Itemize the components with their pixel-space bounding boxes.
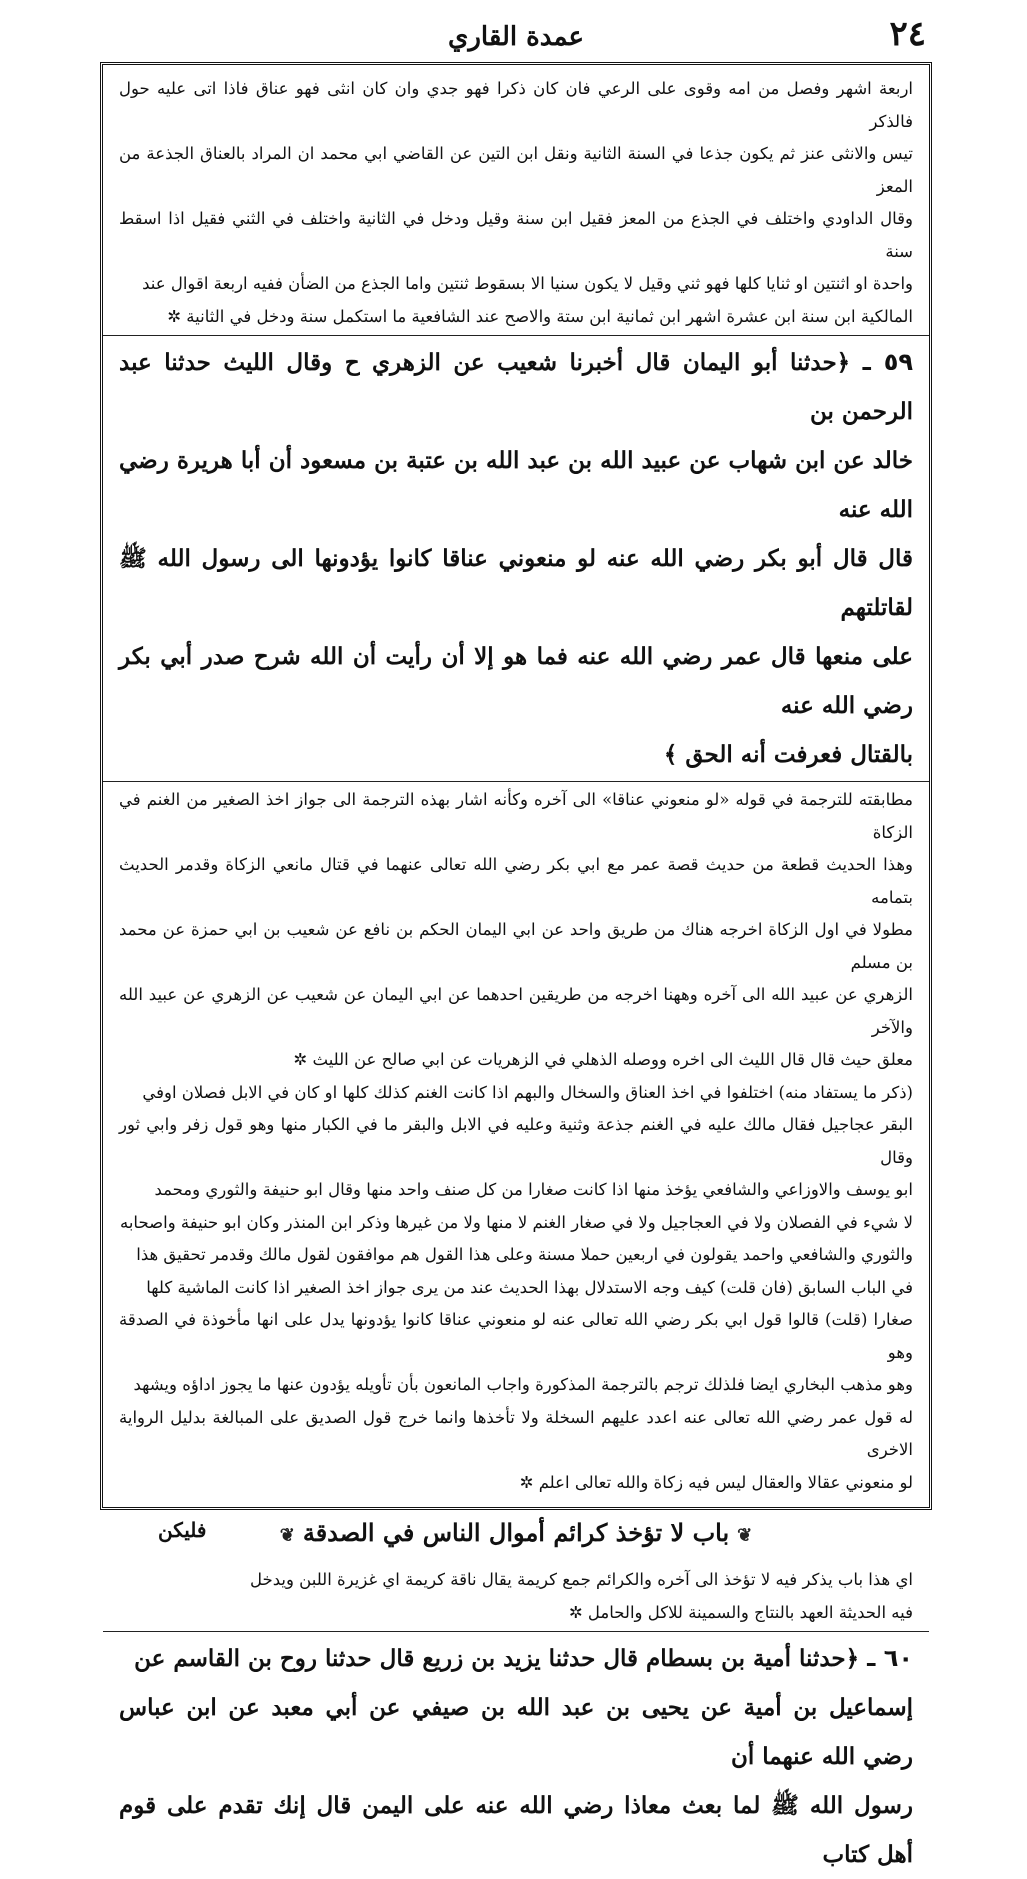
commentary-line: معلق حيث قال قال الليث الى اخره ووصله الذهلي في الزهريات عن ابي صالح عن الليث ✲ [293, 1050, 913, 1069]
commentary-block-3 [119, 1564, 913, 1629]
commentary-line: الزهري عن عبيد الله الى آخره وههنا اخرجه من طريقين احدهما عن ابي اليمان عن شعيب عن الزهري عن عبيد الله والآخر [119, 985, 913, 1037]
commentary-line: وهو مذهب البخاري ايضا فلذلك ترجم بالترجمة المذكورة واجاب المانعون بأن تأويله يؤدون عنها ما يجوز اداؤه ويشهد [133, 1375, 913, 1394]
commentary-line: والثوري والشافعي واحمد يقولون في اربعين حملا مسنة وعلى هذا القول هم موافقون لقول مالك وقدمر تحقيق هذا [136, 1245, 913, 1264]
page-number: ٢٤ [889, 14, 926, 54]
running-title: عمدة القاري [448, 22, 584, 52]
commentary-line: فيه الحديثة العهد بالنتاج والسمينة للاكل والحامل ✲ [568, 1602, 913, 1622]
commentary-line: في الباب السابق (فان قلت) كيف وجه الاستدلال بهذا الحديث عند من يرى جواز اخذ الصغير اذا كانت الماشية كلها [146, 1277, 913, 1297]
hadith-line: على منعها قال عمر رضي الله عنه فما هو إلا أن رأيت أن الله شرح صدر أبي بكر رضي الله عنه [119, 643, 913, 719]
chapter-heading [119, 1511, 913, 1558]
hadith-line: قال قال أبو بكر رضي الله عنه لو منعوني عناقا كانوا يؤدونها الى رسول الله ﷺ لقاتلتهم [119, 545, 913, 621]
catchword: فليكن [158, 1518, 207, 1542]
hadith-number: ٦٠ ـ [867, 1644, 913, 1672]
ornament-icon: ❦ [737, 1525, 753, 1546]
divider [103, 781, 929, 782]
divider [103, 335, 929, 336]
commentary-line: تيس والانثى عنز ثم يكون جذعا في السنة الثانية ونقل ابن التين عن القاضي ابي محمد ان المراد بالعناق الجذعة من المعز [119, 144, 913, 196]
hadith-line: رسول الله ﷺ لما بعث معاذا رضي الله عنه على اليمن قال إنك تقدم على قوم أهل كتاب [119, 1792, 913, 1868]
hadith-text: ﴿حدثنا أبو اليمان قال أخبرنا شعيب عن الزهري ح وقال الليث حدثنا عبد الرحمن بن [119, 349, 913, 425]
hadith-line: بالقتال فعرفت أنه الحق ﴾ [663, 741, 913, 768]
commentary-line: لو منعوني عقالا والعقال ليس فيه زكاة والله تعالى اعلم ✲ [519, 1472, 913, 1492]
commentary-line: لا شيء في الفصلان ولا في العجاجيل ولا في صغار الغنم لا منها ولا من غيرها وذكر ابن المنذر وكان ابو حنيفة واصحابه [119, 1212, 913, 1232]
commentary-line: له قول عمر رضي الله تعالى عنه اعدد عليهم السخلة ولا تأخذها وانما خرج قول الصديق على المبالغة بدليل الرواية الاخرى [119, 1407, 913, 1459]
hadith-number: ٥٩ ـ [862, 348, 914, 376]
commentary-line: واحدة او اثنتين او ثنايا كلها فهو ثني وقيل لا يكون سنيا الا بسقوط ثنتين واما الجذع من الضأن ففيه اربعة اقوال عند [142, 274, 913, 293]
hadith-line: إسماعيل بن أمية عن يحيى بن عبد الله بن صيفي عن أبي معبد عن ابن عباس رضي الله عنهما أن [119, 1694, 913, 1770]
hadith-60 [119, 1634, 913, 1879]
commentary-block-2 [119, 784, 913, 1499]
commentary-line: صغارا (قلت) قالوا قول ابي بكر رضي الله تعالى عنه لو منعوني عناقا كانوا يؤدونها يدل على انها مأخوذة في الصدقة وهو [119, 1310, 914, 1362]
hadith-59 [119, 338, 913, 779]
chapter-title: باب لا تؤخذ كرائم أموال الناس في الصدقة [302, 1518, 730, 1547]
commentary-line: البقر عجاجيل فقال مالك عليه في الغنم جذعة وثنية وعليه في الابل والبقر ما في الكبار منها وهو قول زفر وابي ثور وقال [119, 1115, 913, 1167]
commentary-line: المالكية ابن سنة ابن عشرة اشهر ابن ثمانية ابن ستة والاصح عند الشافعية ما استكمل سنة ودخل في الثانية ✲ [167, 306, 913, 326]
hadith-line: خالد عن ابن شهاب عن عبيد الله بن عبد الله بن عتبة بن مسعود أن أبا هريرة رضي الله عنه [119, 447, 913, 523]
divider [103, 1631, 929, 1632]
page-header [100, 14, 932, 58]
commentary-line: وقال الداودي واختلف في الجذع من المعز فقيل ابن سنة وقيل ودخل في الثانية واختلف في الثني فقيل اذا اسقط سنة [119, 209, 913, 261]
commentary-block-1 [119, 73, 913, 333]
commentary-line: اي هذا باب يذكر فيه لا تؤخذ الى آخره والكرائم جمع كريمة يقال ناقة كريمة اي غزيرة اللبن ويدخل [250, 1570, 913, 1589]
hadith-line [119, 1634, 913, 1683]
commentary-line: وهذا الحديث قطعة من حديث قصة عمر مع ابي بكر رضي الله تعالى عنهما في قتال مانعي الزكاة وقدمر الحديث بتمامه [119, 855, 913, 907]
commentary-line: مطابقته للترجمة في قوله «لو منعوني عناقا» الى آخره وكأنه اشار بهذه الترجمة الى جواز اخذ الصغير من الغنم في الزكاة [119, 790, 913, 842]
commentary-line: اربعة اشهر وفصل من امه وقوى على الرعي فان كان ذكرا فهو جدي وان كان انثى فهو عناق فاذا اتى عليه حول فالذكر [119, 79, 913, 131]
ornament-icon: ❦ [279, 1525, 295, 1546]
hadith-line [119, 338, 913, 436]
commentary-line: مطولا في اول الزكاة اخرجه هناك من طريق واحد عن ابي اليمان الحكم بن نافع عن شعيب بن ابي حمزة عن محمد بن مسلم [119, 920, 913, 972]
hadith-text: ﴿حدثنا أمية بن بسطام قال حدثنا يزيد بن زريع قال حدثنا روح بن القاسم عن [134, 1645, 860, 1672]
commentary-line: (ذكر ما يستفاد منه) اختلفوا في اخذ العناق والسخال والبهم اذا كانت الغنم كذلك كلها او كان في الابل فصلان اوفي [142, 1082, 913, 1102]
commentary-line: ابو يوسف والاوزاعي والشافعي يؤخذ منها اذا كانت صغارا من كل صنف واحد منها وقال ابو حنيفة والثوري ومحمد [154, 1180, 913, 1199]
